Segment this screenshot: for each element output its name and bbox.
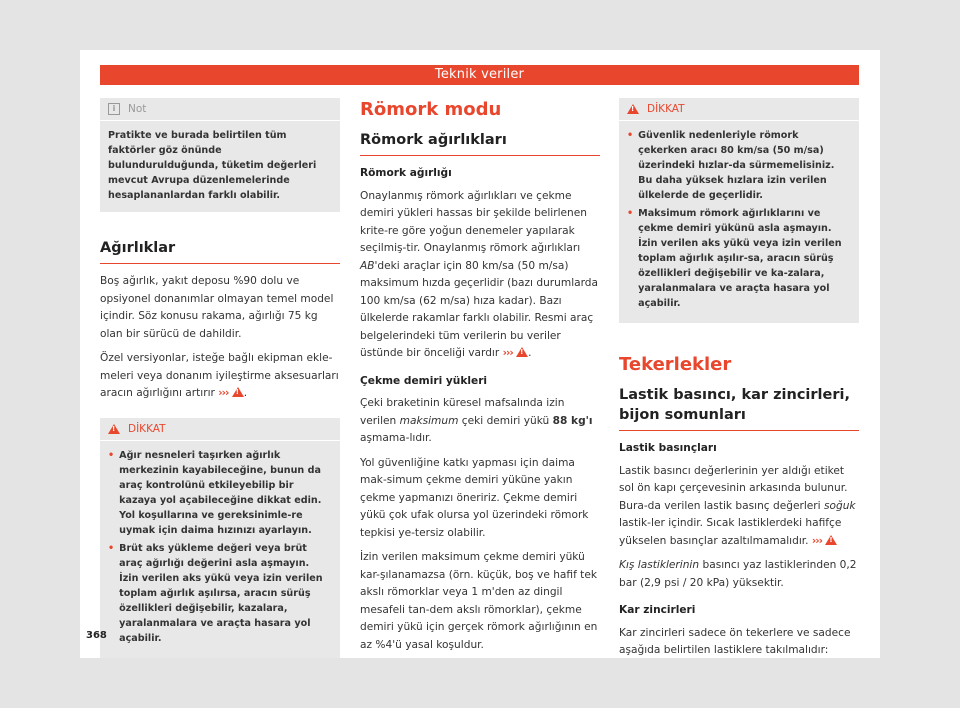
section-title-trailer-weights: Römork ağırlıkları	[360, 130, 600, 156]
subheading: Kar zincirleri	[619, 604, 696, 616]
note-box	[100, 98, 340, 212]
column-middle	[360, 98, 600, 661]
chapter-title-wheels: Tekerlekler	[619, 354, 732, 375]
list-item: • Güvenlik nedenleriyle römork çekerken aracı 80 km/sa (50 m/sa) üzerindeki hızlar-da sürmemelisiniz. Bu daha yüksek hızlara izin verilen ülkelerde de geçerlidir.	[627, 130, 835, 201]
warning-box	[100, 418, 340, 658]
paragraph: Boş ağırlık, yakıt deposu %90 dolu ve opsiyonel donanımlar olmayan temel model içindir. Söz konusu rakama, ağırlığı 75 kg olan bir sürücü de dahildir.	[100, 275, 334, 340]
reference-arrows[interactable]: ›››	[502, 347, 513, 359]
warning-title: DİKKAT	[647, 103, 685, 115]
subheading: Lastik basınçları	[619, 442, 717, 454]
section-title-weights: Ağırlıklar	[100, 238, 340, 264]
column-right	[619, 98, 859, 667]
note-title: Not	[128, 103, 147, 115]
paragraph: Kar zincirleri sadece ön tekerlere ve sadece aşağıda belirtilen lastiklere takılmalıdır:	[619, 626, 851, 656]
paragraph: Kış lastiklerinin basıncı yaz lastiklerinden 0,2 bar (2,9 psi / 20 kPa) yüksektir.	[619, 559, 857, 589]
warning-header	[619, 98, 859, 121]
warning-icon	[825, 535, 837, 545]
page-number: 368	[86, 630, 107, 641]
warning-header	[100, 418, 340, 441]
list-item: • Ağır nesneleri taşırken ağırlık merkezinin kayabileceğine, bunun da araç kontrolünü etkileyebilip bir kazaya yol açabileceğine dikkat edin. Yol koşullarına ve gereksinimle-re uymak için daima hızınızı ayarlayın.	[108, 449, 322, 536]
subheading: Çekme demiri yükleri	[360, 374, 488, 387]
note-text: Pratikte ve burada belirtilen tüm faktörler göz önünde bulundurulduğunda, tüketim değerleri mevcut Avrupa düzenlemelerinde hesaplananlardan farklı olabilir.	[108, 130, 317, 201]
section-title-tires: Lastik basıncı, kar zincirleri, bijon somunları	[619, 385, 859, 431]
warning-icon	[627, 104, 639, 114]
reference-arrows[interactable]: ›››	[811, 534, 823, 547]
manual-page	[80, 50, 880, 658]
warning-icon	[108, 424, 120, 434]
info-icon: i	[108, 103, 120, 115]
warning-icon	[232, 387, 244, 397]
paragraph: Onaylanmış römork ağırlıkları ve çekme demiri yükleri hassas bir şekilde belirlenen krite-re göre yoğun denemeler yapılarak seçilmiş-tir. Onaylanmış römork ağırlıkları AB'deki araçlar için 80 km/sa (50 m/sa) maksimum hızda geçerlidir (bazı durumlarda 100 km/sa (62 m/sa) hıza kadar). Bazı ülkelerde rakamlar farklı olabilir. Resmi araç belgelerindeki tüm verilerin bu veriler üstünde bir önceliği vardır ››› ! .	[360, 188, 600, 363]
warning-title: DİKKAT	[128, 422, 166, 435]
chapter-title-trailer: Römork modu	[360, 99, 502, 120]
column-left	[100, 98, 340, 658]
warning-box	[619, 98, 859, 323]
note-header	[100, 98, 340, 121]
paragraph: Özel versiyonlar, isteğe bağlı ekipman ekle-meleri veya donanım iyileştirme aksesuarları aracın ağırlığını artırır ››› ! .	[100, 350, 340, 403]
paragraph: Yol güvenliğine katkı yapması için daima mak-simum çekme demiri yüküne yakın çekme yapmanızı öneririz. Çekme demiri yükü çok ufak olursa yol üzerindeki römork tepkisi ye-tersiz olabilir.	[360, 456, 589, 539]
reference-arrows[interactable]: ›››	[218, 387, 229, 399]
list-item: • Brüt aks yükleme değeri veya brüt araç ağırlığı değerini asla aşmayın. İzin verilen aks yükü veya izin verilen toplam ağırlık aşılırsa, aracın sürüş özellikleri değişebilir, kazalara, yaralanmalara ve araçta hasara yol açabilir.	[108, 542, 323, 644]
subheading: Römork ağırlığı	[360, 167, 452, 179]
paragraph: Lastik basıncı değerlerinin yer aldığı etiket sol ön kapı çerçevesinin arkasında bulunur. Bura-da verilen lastik basınç değerleri soğuk lastik-ler içindir. Sıcak lastiklerdeki hafifçe yükselen basınçlar azaltılmamalıdır. ››› !	[619, 463, 859, 551]
paragraph: Çeki braketinin küresel mafsalında izin verilen maksimum çeki demiri yükü 88 kg'ı aşmama-lıdır.	[360, 397, 593, 444]
warning-icon	[516, 347, 528, 357]
paragraph: İzin verilen maksimum çekme demiri yükü kar-şılanamazsa (örn. küçük, boş ve hafif tek akslı römorklar veya 1 m'den az dingil mesafeli tan-dem akslı römorklar), çekme demiri yükü için gerçek römork ağırlığının en az %4'ü yasal koşuldur.	[360, 551, 598, 651]
section-banner: Teknik veriler	[100, 65, 859, 85]
list-item: • Maksimum römork ağırlıklarını ve çekme demiri yükünü asla aşmayın. İzin verilen aks yükü veya izin verilen toplam ağırlık aşılır-sa, aracın sürüş özellikleri değişebilir ve ka-zalara, yaralanmalara ve araçta hasara yol açabilir.	[627, 208, 842, 309]
